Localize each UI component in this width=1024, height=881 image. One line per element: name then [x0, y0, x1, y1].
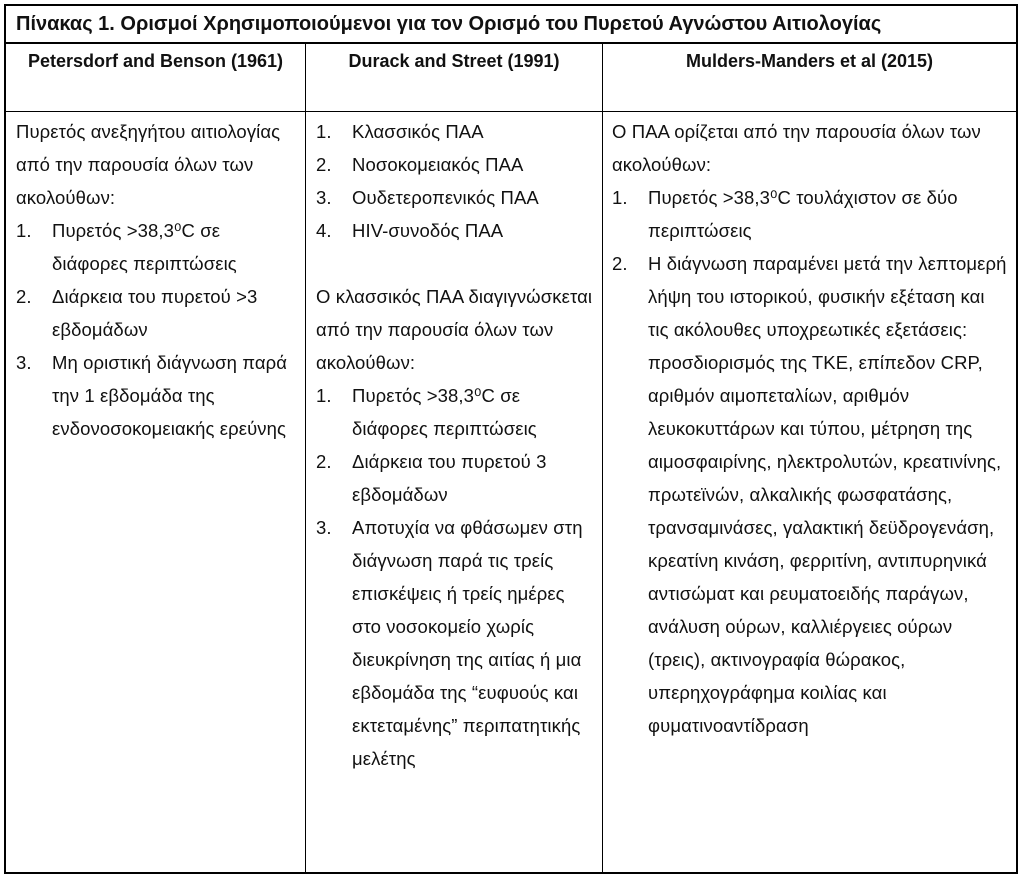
definitions-table — [4, 4, 1018, 874]
fuo-type-text: Ουδετεροπενικός ΠΑΑ — [352, 187, 539, 208]
column-mulders-manders — [612, 115, 1010, 742]
fuo-type-item: 1. Κλασσικός ΠΑΑ — [316, 121, 484, 142]
criteria-list — [16, 214, 296, 445]
fuo-type-text: Νοσοκομειακός ΠΑΑ — [352, 154, 524, 175]
header-durack-street: Durack and Street (1991) — [348, 51, 560, 71]
criteria-item: 1. Πυρετός >38,3⁰C σε διάφορες περιπτώσεις — [16, 220, 237, 274]
criteria-item: 2. Διάρκεια του πυρετού >3 εβδομάδων — [16, 286, 258, 340]
criteria-item: 2. Διάρκεια του πυρετού 3 εβδομάδων — [316, 451, 547, 505]
column-petersdorf-benson — [16, 115, 296, 445]
criteria-intro: Πυρετός ανεξηγήτου αιτιολογίας από την παρουσία όλων των ακολούθων: — [16, 121, 281, 208]
criteria-item: 3. Αποτυχία να φθάσωμεν στη διάγνωση παρά τις τρείς επισκέψεις ή τρείς ημέρες στο νοσοκομείο χωρίς διευκρίνηση της αιτίας ή μια εβδομάδα της “ευφυούς και εκτεταμένης” περιπατητικής μελέτης — [316, 517, 583, 769]
fuo-type-item: 2. Νοσοκομειακός ΠΑΑ — [316, 154, 524, 175]
criteria-text: Πυρετός >38,3⁰C σε διάφορες περιπτώσεις — [52, 220, 237, 274]
criteria-intro: Ο κλασσικός ΠΑΑ διαγιγνώσκεται από την παρουσία όλων των ακολούθων: — [316, 286, 593, 373]
fuo-types-list — [316, 115, 594, 247]
criteria-text: Διάρκεια του πυρετού >3 εβδομάδων — [52, 286, 258, 340]
fuo-type-item: 3. Ουδετεροπενικός ΠΑΑ — [316, 187, 539, 208]
header-mulders-manders: Mulders-Manders et al (2015) — [685, 51, 934, 71]
criteria-text: Πυρετός >38,3⁰C τουλάχιστον σε δύο περιπτώσεις — [648, 187, 958, 241]
criteria-text: Η διάγνωση παραμένει μετά την λεπτομερή λήψη του ιστορικού, φυσικήν εξέταση και τις ακόλουθες υποχρεωτικές εξετάσεις: προσδιορισμός της ΤΚΕ, επίπεδον CRP, αριθμόν αιμοπεταλίων, αριθμόν λευκοκυττάρων και τύπου, μέτρηση της αιμοσφαιρίνης, ηλεκτρολυτών, κρεατινίνης, πρωτεϊνών, αλκαλικής φωσφατάσης, τρανσαμινάσες, γαλακτική δεϋδρογενάση, κρεατίνη κινάση, φερριτίνη, αντιπυρηνικά αντισώματ και ρευματοειδής παράγων, ανάλυση ούρων, καλλιέργειες ούρων (τρεις), ακτινογραφία θώρακος, υπερηχογράφημα κοιλίας και φυματινοαντίδραση — [648, 253, 1007, 736]
criteria-text: Διάρκεια του πυρετού 3 εβδομάδων — [352, 451, 547, 505]
fuo-type-text: Κλασσικός ΠΑΑ — [352, 121, 484, 142]
criteria-item: 1. Πυρετός >38,3⁰C τουλάχιστον σε δύο περιπτώσεις — [612, 187, 958, 241]
criteria-text: Αποτυχία να φθάσωμεν στη διάγνωση παρά τις τρείς επισκέψεις ή τρείς ημέρες στο νοσοκομείο χωρίς διευκρίνηση της αιτίας ή μια εβδομάδα της “ευφυούς και εκτεταμένης” περιπατητικής μελέτης — [352, 517, 583, 769]
fuo-type-text: HIV-συνοδός ΠΑΑ — [352, 220, 504, 241]
spacer — [316, 247, 594, 280]
fuo-type-item: 4. HIV-συνοδός ΠΑΑ — [316, 220, 504, 241]
header-petersdorf-benson: Petersdorf and Benson (1961) — [27, 51, 284, 71]
criteria-item: 1. Πυρετός >38,3⁰C σε διάφορες περιπτώσεις — [316, 385, 537, 439]
criteria-text: Πυρετός >38,3⁰C σε διάφορες περιπτώσεις — [352, 385, 537, 439]
criteria-item: 2. Η διάγνωση παραμένει μετά την λεπτομερή λήψη του ιστορικού, φυσικήν εξέταση και τις ακόλουθες υποχρεωτικές εξετάσεις: προσδιορισμός της ΤΚΕ, επίπεδον CRP, αριθμόν αιμοπεταλίων, αριθμόν λευκοκυττάρων και τύπου, μέτρηση της αιμοσφαιρίνης, ηλεκτρολυτών, κρεατινίνης, πρωτεϊνών, αλκαλικής φωσφατάσης, τρανσαμινάσες, γαλακτική δεϋδρογενάση, κρεατίνη κινάση, φερριτίνη, αντιπυρηνικά αντισώματ και ρευματοειδής παράγων, ανάλυση ούρων, καλλιέργειες ούρων (τρεις), ακτινογραφία θώρακος, υπερηχογράφημα κοιλίας και φυματινοαντίδραση — [612, 253, 1007, 736]
column-divider — [305, 44, 306, 872]
criteria-item: 3. Μη οριστική διάγνωση παρά την 1 εβδομάδα της ενδονοσοκομειακής ερεύνης — [16, 352, 288, 439]
column-divider — [602, 44, 603, 872]
table-title: Πίνακας 1. Ορισμοί Χρησιμοποιούμενοι για τον Ορισμό του Πυρετού Αγνώστου Αιτιολογίας — [6, 6, 1016, 44]
header-divider — [6, 111, 1016, 112]
column-durack-street — [316, 115, 594, 775]
criteria-intro: Ο ΠΑΑ ορίζεται από την παρουσία όλων των ακολούθων: — [612, 121, 981, 175]
criteria-list — [612, 181, 1010, 742]
criteria-list — [316, 379, 594, 775]
criteria-text: Μη οριστική διάγνωση παρά την 1 εβδομάδα της ενδονοσοκομειακής ερεύνης — [52, 352, 288, 439]
